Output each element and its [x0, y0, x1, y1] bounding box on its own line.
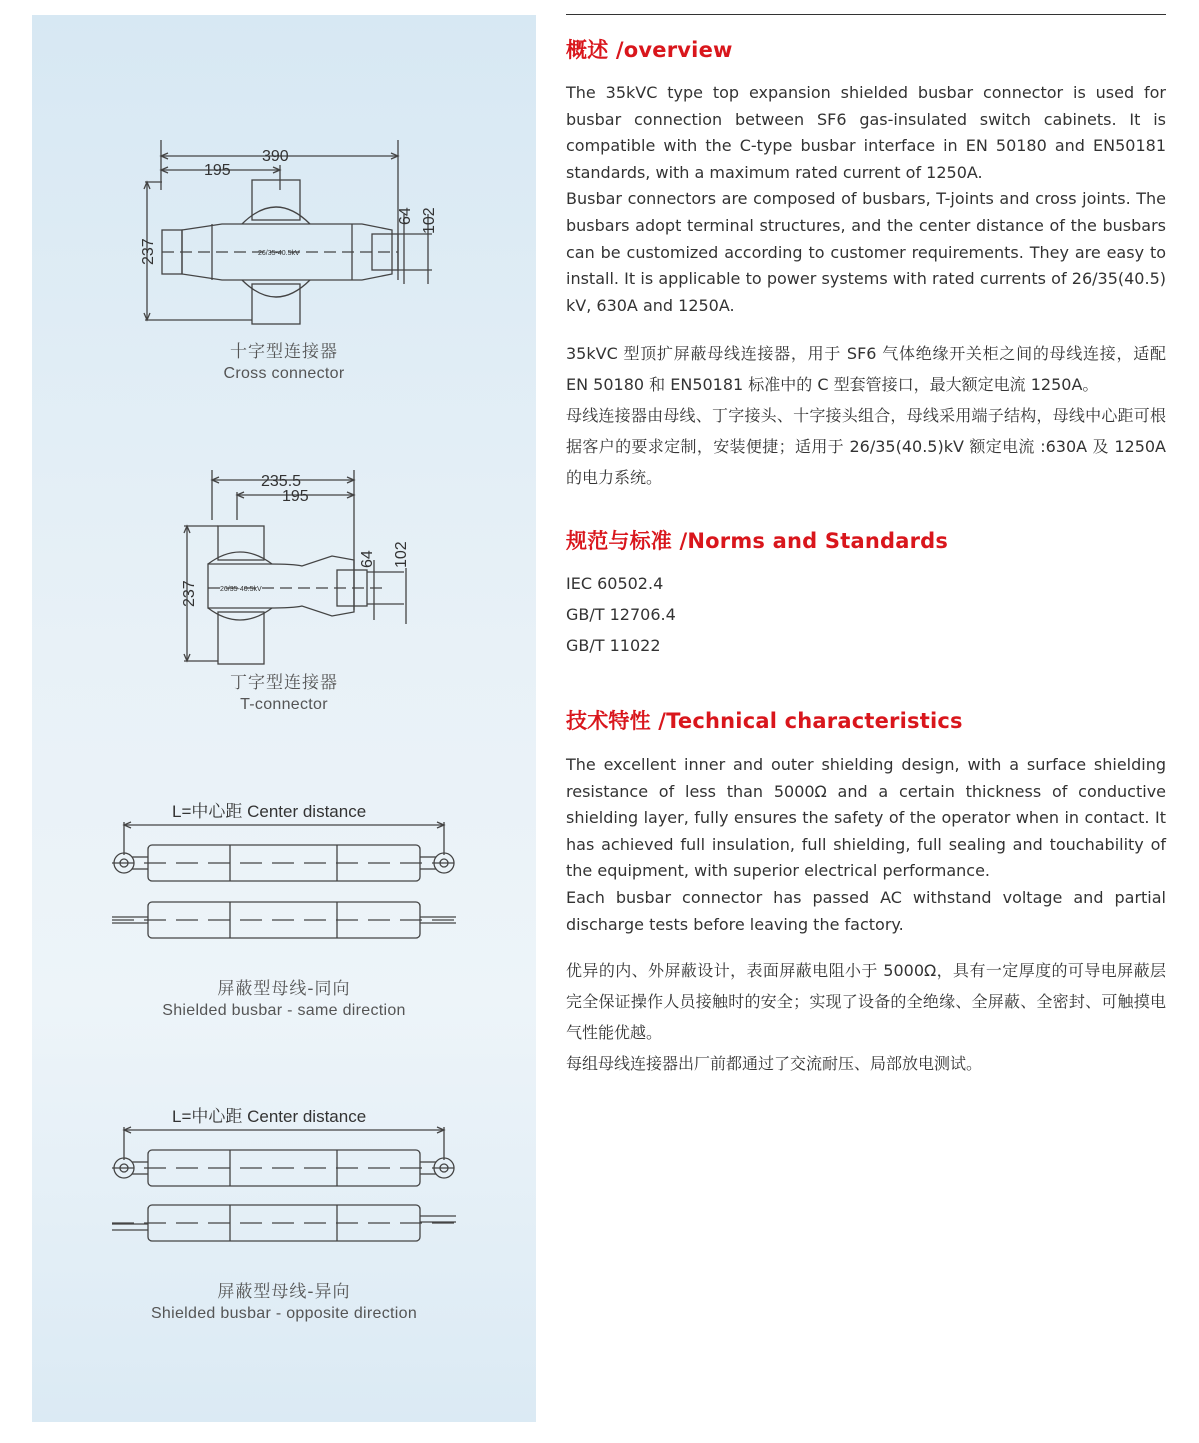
top-divider — [566, 14, 1166, 15]
dim-102: 102 — [393, 541, 410, 568]
tech-zh-text — [566, 955, 1166, 1079]
overview-en-paragraph: The 35kVC type top expansion shielded busbar connector is used for busbar connection between SF6 gas-insulated switch cabinets. It is compatible with the C-type busbar interface in EN 50180 and EN50181 standards, with a maximum rated current of 1250A. — [566, 83, 1166, 182]
tech-en-text — [566, 752, 1166, 938]
overview-zh-paragraph: 母线连接器由母线、丁字接头、十字接头组合，母线采用端子结构，母线中心距可根据客户的要求定制，安装便捷；适用于 26/35(40.5)kV 额定电流 :630A 及 1250A 的电力系统。 — [566, 406, 1166, 487]
dim-390: 390 — [262, 148, 289, 165]
drawings-panel — [32, 15, 536, 1422]
cross-connector-drawing — [32, 130, 536, 330]
caption-zh: 屏蔽型母线-异向 — [217, 1282, 351, 1302]
overview-heading: 概述 /overview — [566, 38, 733, 62]
voltage-label: 26/35-40.5kV — [220, 586, 262, 593]
tech-heading: 技术特性 /Technical characteristics — [566, 709, 963, 733]
norm-item: GB/T 12706.4 — [566, 605, 676, 624]
caption-zh: 十字型连接器 — [230, 342, 338, 362]
dim-237: 237 — [140, 238, 157, 265]
dim-237: 237 — [181, 580, 198, 607]
busbar-opposite-caption — [32, 1282, 536, 1324]
overview-en-text — [566, 80, 1166, 319]
dim-235-5: 235.5 — [261, 473, 302, 490]
dim-102: 102 — [421, 207, 438, 234]
voltage-label: 26/35-40.5kV — [258, 250, 300, 257]
caption-en: Shielded busbar - same direction — [162, 1002, 406, 1019]
norm-item: GB/T 11022 — [566, 636, 661, 655]
center-distance-label: L=中心距 Center distance — [172, 1107, 367, 1126]
t-connector-caption — [32, 673, 536, 715]
busbar-same-caption — [32, 979, 536, 1021]
tech-en-paragraph: Each busbar connector has passed AC withstand voltage and partial discharge tests before leaving the factory. — [566, 887, 1166, 934]
overview-en-paragraph: Busbar connectors are composed of busbars, T-joints and cross joints. The busbars adopt terminal structures, and the center distance of the busbars can be customized according to customer requirements. They are easy to install. It is applicable to power systems with rated currents of 26/35(40.5) kV, 630A and 1250A. — [566, 189, 1166, 315]
caption-en: Shielded busbar - opposite direction — [150, 1305, 418, 1322]
caption-en: T-connector — [240, 696, 328, 713]
overview-zh-text — [566, 338, 1166, 493]
dim-195: 195 — [204, 162, 231, 179]
t-connector-drawing — [32, 470, 536, 670]
busbar-opposite-drawing — [32, 1100, 536, 1280]
center-distance-label: L=中心距 Center distance — [172, 802, 367, 821]
dim-64: 64 — [359, 550, 376, 568]
caption-zh: 屏蔽型母线-同向 — [217, 979, 351, 999]
tech-zh-paragraph: 每组母线连接器出厂前都通过了交流耐压、局部放电测试。 — [566, 1054, 983, 1073]
norms-heading: 规范与标准 /Norms and Standards — [566, 529, 949, 553]
caption-en: Cross connector — [223, 365, 345, 382]
caption-zh: 丁字型连接器 — [230, 673, 338, 693]
dim-195: 195 — [282, 488, 309, 505]
tech-zh-paragraph: 优异的内、外屏蔽设计，表面屏蔽电阻小于 5000Ω，具有一定厚度的可导电屏蔽层完全保证操作人员接触时的安全；实现了设备的全绝缘、全屏蔽、全密封、可触摸电气性能优越。 — [566, 961, 1166, 1042]
cross-connector-caption — [32, 342, 536, 384]
overview-zh-paragraph: 35kVC 型顶扩屏蔽母线连接器，用于 SF6 气体绝缘开关柜之间的母线连接，适配 EN 50180 和 EN50181 标准中的 C 型套管接口，最大额定电流 1250A。 — [566, 344, 1166, 394]
dim-64: 64 — [397, 207, 414, 225]
norm-item: IEC 60502.4 — [566, 574, 664, 593]
tech-en-paragraph: The excellent inner and outer shielding design, with a surface shielding resistance of less than 5000Ω and a certain thickness of conductive shielding layer, fully ensures the safety of the operator when in contact. It has achieved full insulation, full shielding, full sealing and touchability of the equipment, with superior electrical performance. — [566, 755, 1166, 881]
busbar-same-drawing — [32, 795, 536, 975]
norms-list — [566, 568, 1166, 661]
